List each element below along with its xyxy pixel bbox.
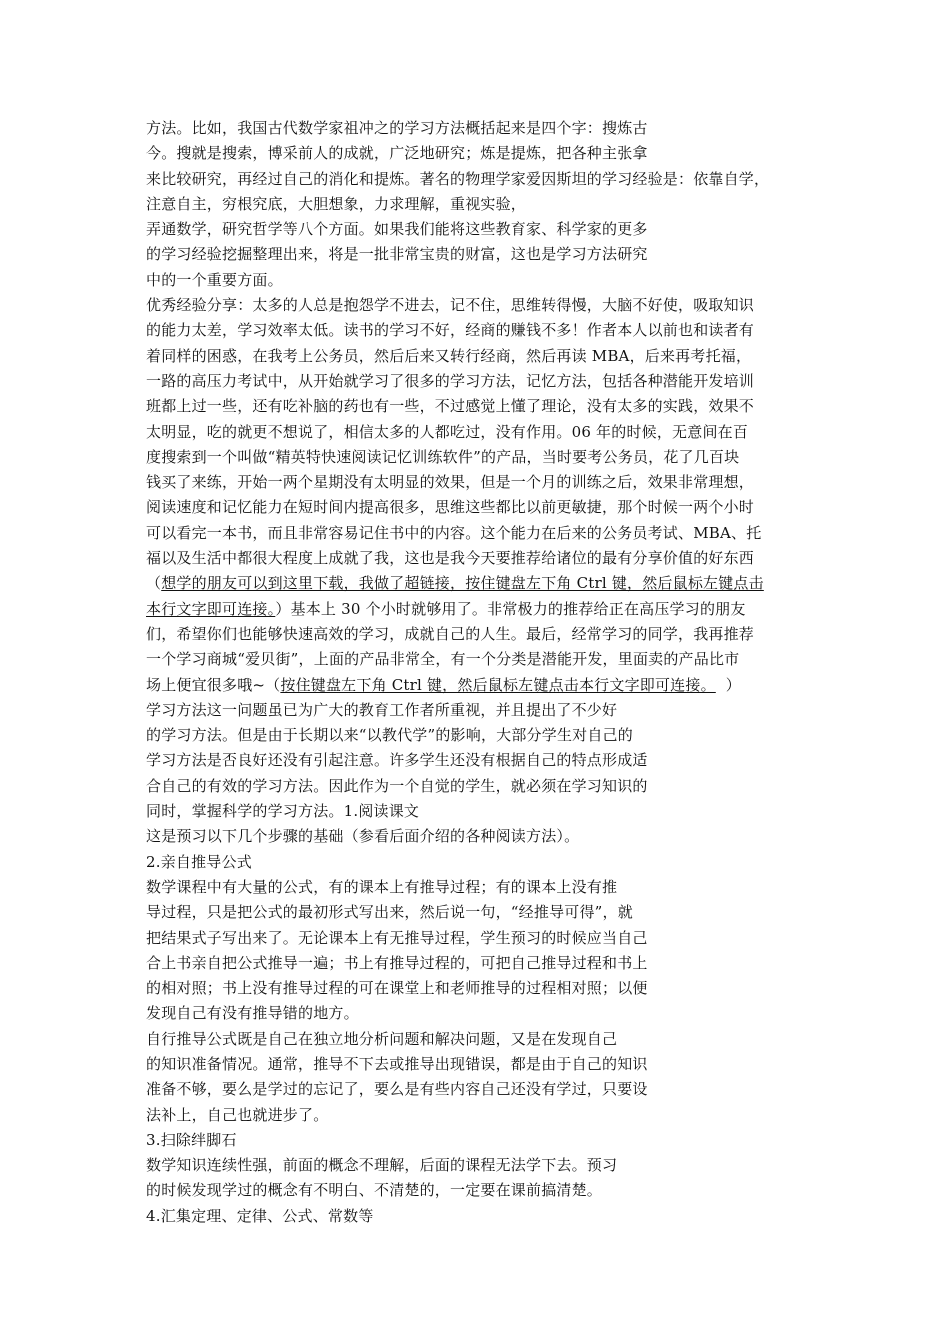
download-link-continued[interactable]: 本行文字即可连接。 (146, 599, 276, 618)
text-line: 度搜索到一个叫做“精英特快速阅读记忆训练软件”的产品，当时要考公务员，花了几百块 (146, 447, 740, 466)
text-before-link: 场上便宜很多哦~（ (146, 675, 281, 694)
text-line (146, 673, 816, 698)
text-line: 的相对照；书上没有推导过程的可在课堂上和老师推导的过程相对照；以便 (146, 979, 648, 998)
text-line: 把结果式子写出来了。无论课本上有无推导过程，学生预习的时候应当自己 (146, 928, 648, 947)
text-line: 班都上过一些，还有吃补脑的药也有一些，不过感觉上懂了理论，没有太多的实践，效果不 (146, 397, 755, 416)
text-line: 方法。比如，我国古代数学家祖冲之的学习方法概括起来是四个字：搜炼古 (146, 119, 648, 137)
text-line: 同时，掌握科学的学习方法。1.阅读课文 (146, 802, 420, 821)
text-line: 可以看完一本书，而且非常容易记住书中的内容。这个能力在后来的公务员考试、MBA、托 (146, 523, 762, 542)
document-body (146, 116, 816, 1229)
text-line (146, 597, 816, 622)
text-after-link: ）基本上 30 个小时就够用了。非常极力的推荐给正在高压学习的朋友 (275, 599, 746, 618)
text-line: 数学课程中有大量的公式，有的课本上有推导过程；有的课本上没有推 (146, 877, 618, 896)
text-line: 数学知识连续性强，前面的概念不理解，后面的课程无法学下去。预习 (146, 1156, 618, 1175)
text-line: 的时候发现学过的概念有不明白、不清楚的，一定要在课前搞清楚。 (146, 1181, 603, 1200)
text-line: 一路的高压力考试中，从开始就学习了很多的学习方法，记忆方法，包括各种潜能开发培训 (146, 371, 755, 390)
text-line: 太明显，吃的就更不想说了，相信太多的人都吃过，没有作用。06 年的时候，无意间在百 (146, 422, 749, 441)
open-paren: （ (146, 574, 162, 593)
text-line: 弄通数学，研究哲学等八个方面。如果我们能将这些教育家、科学家的更多 (146, 220, 648, 239)
section-heading: 3.扫除绊脚石 (146, 1130, 237, 1149)
text-line: 优秀经验分享：太多的人总是抱怨学不进去，记不住，思维转得慢，大脑不好使，吸取知识 (146, 296, 755, 315)
text-line: 法补上，自己也就进步了。 (146, 1105, 329, 1124)
text-line: 合上书亲自把公式推导一遍；书上有推导过程的，可把自己推导过程和书上 (146, 953, 648, 972)
text-line: 的学习方法。但是由于长期以来“以教代学”的影响，大部分学生对自己的 (146, 726, 633, 745)
download-link[interactable]: 想学的朋友可以到这里下载，我做了超链接，按住键盘左下角 Ctrl 键，然后鼠标左键点击 (161, 574, 764, 593)
text-line: 合自己的有效的学习方法。因此作为一个自觉的学生，就必须在学习知识的 (146, 776, 648, 795)
text-line: 阅读速度和记忆能力在短时间内提高很多，思维这些都比以前更敏捷，那个时候一两个小时 (146, 498, 755, 517)
text-line: 们，希望你们也能够快速高效的学习，成就自己的人生。最后，经常学习的同学，我再推荐 (146, 624, 755, 643)
text-line: 自行推导公式既是自己在独立地分析问题和解决问题，又是在发现自己 (146, 1029, 618, 1048)
text-line: 来比较研究，再经过自己的消化和提炼。著名的物理学家爱因斯坦的学习经验是：依靠自学， (146, 169, 770, 188)
text-line: 的能力太差，学习效率太低。读书的学习不好，经商的赚钱不多！作者本人以前也和读者有 (146, 321, 755, 340)
text-line: 学习方法是否良好还没有引起注意。许多学生还没有根据自己的特点形成适 (146, 751, 648, 770)
text-line: 一个学习商城“爱贝街”，上面的产品非常全，有一个分类是潜能开发，里面卖的产品比市 (146, 650, 740, 669)
text-line: 发现自己有没有推导错的地方。 (146, 1004, 359, 1023)
text-line: 注意自主，穷根究底，大胆想象，力求理解，重视实验， (146, 194, 527, 213)
text-line: 的知识准备情况。通常，推导不下去或推导出现错误，都是由于自己的知识 (146, 1054, 648, 1073)
text-line: 导过程，只是把公式的最初形式写出来，然后说一句，“经推导可得”，就 (146, 903, 633, 922)
text-line: 这是预习以下几个步骤的基础（参看后面介绍的各种阅读方法）。 (146, 827, 580, 846)
section-heading: 4.汇集定理、定律、公式、常数等 (146, 1206, 374, 1225)
close-paren: ） (715, 675, 741, 694)
text-line: 着同样的困惑，在我考上公务员，然后后来又转行经商，然后再读 MBA，后来再考托福， (146, 346, 752, 365)
text-line: 学习方法这一问题虽已为广大的教育工作者所重视，并且提出了不少好 (146, 700, 618, 719)
text-line: 钱买了来练，开始一两个星期没有太明显的效果，但是一个月的训练之后，效果非常理想， (146, 473, 755, 492)
text-line: 准备不够，要么是学过的忘记了，要么是有些内容自己还没有学过，只要设 (146, 1080, 648, 1099)
store-link[interactable]: 按住键盘左下角 Ctrl 键，然后鼠标左键点击本行文字即可连接。 (280, 675, 716, 694)
section-heading: 2.亲自推导公式 (146, 852, 252, 871)
text-line: 的学习经验挖掘整理出来，将是一批非常宝贵的财富，这也是学习方法研究 (146, 245, 648, 264)
text-line: 今。搜就是搜索，博采前人的成就，广泛地研究；炼是提炼，把各种主张拿 (146, 144, 648, 163)
text-line: 中的一个重要方面。 (146, 270, 283, 289)
text-line (146, 571, 816, 596)
text-line: 福以及生活中都很大程度上成就了我，这也是我今天要推荐给诸位的最有分享价值的好东西 (146, 549, 755, 568)
